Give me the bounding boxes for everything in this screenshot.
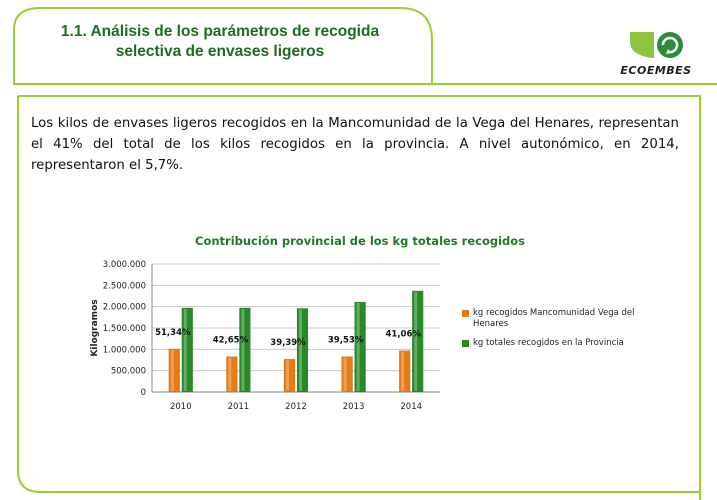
bar-highlight <box>414 292 417 391</box>
x-tick-label: 2011 <box>227 402 250 412</box>
bar-mancomunidad-2013 <box>342 357 353 392</box>
bar-highlight <box>299 309 302 391</box>
bar-provincia-2011 <box>239 308 250 392</box>
bar-provincia-2012 <box>297 308 308 392</box>
bar-mancomunidad-2010 <box>169 349 180 392</box>
chart-title: Contribución provincial de los kg totales recogidos <box>195 234 525 248</box>
bar-mancomunidad-2012 <box>284 359 295 392</box>
y-tick-label: 500.000 <box>110 366 146 377</box>
legend-item-provincia <box>462 338 662 349</box>
y-axis-label: Kilogramos <box>90 299 100 357</box>
page-title-line2: selectiva de envases ligeros <box>115 43 325 60</box>
y-tick-label: 2.500.000 <box>102 281 146 292</box>
bar-mancomunidad-2014 <box>399 351 410 392</box>
page-title-line1: 1.1. Análisis de los parámetros de recogida <box>60 23 380 40</box>
y-tick-label: 0 <box>140 388 146 398</box>
summary-paragraph: Los kilos de envases ligeros recogidos en la Mancomunidad de la Vega del Henares, representan el 41% del total de los kilos recogidos en la provincia. A nivel autonómico, en 2014, representaron el 5,7%. <box>31 116 679 173</box>
data-label: 41,06% <box>385 329 421 340</box>
bar-mancomunidad-2011 <box>226 357 237 392</box>
legend-item-mancomunidad <box>462 308 662 330</box>
data-label: 39,53% <box>327 335 364 346</box>
x-tick-label: 2014 <box>400 402 423 412</box>
bar-highlight <box>357 303 360 391</box>
bar-provincia-2014 <box>412 291 423 392</box>
x-tick-label: 2013 <box>342 402 365 412</box>
legend-label-mancomunidad: kg recogidos Mancomunidad Vega del Henares <box>473 308 635 329</box>
y-tick-label: 1.500.000 <box>102 324 146 334</box>
bar-highlight <box>241 309 244 391</box>
logo-text: ECOEMBES <box>620 64 692 77</box>
x-tick-label: 2010 <box>169 402 192 412</box>
bar-highlight <box>286 360 289 391</box>
data-label: 39,39% <box>270 338 306 349</box>
y-tick-label: 3.000.000 <box>102 260 146 270</box>
bar-highlight <box>171 350 174 391</box>
data-label: 51,34% <box>155 327 191 338</box>
y-tick-label: 1.000.000 <box>102 345 146 356</box>
data-label: 42,65% <box>212 335 249 346</box>
chart-legend <box>462 308 662 357</box>
bar-highlight <box>228 358 231 391</box>
bar-highlight <box>401 352 404 391</box>
bar-highlight <box>184 309 187 391</box>
legend-label-provincia: kg totales recogidos en la Provincia <box>473 338 624 348</box>
bar-highlight <box>344 358 347 391</box>
legend-swatch-orange <box>462 310 469 317</box>
legend-swatch-green <box>462 340 469 347</box>
bar-provincia-2013 <box>355 302 366 392</box>
y-tick-label: 2.000.000 <box>102 302 146 313</box>
x-tick-label: 2012 <box>285 402 307 412</box>
bar-provincia-2010 <box>182 308 193 392</box>
